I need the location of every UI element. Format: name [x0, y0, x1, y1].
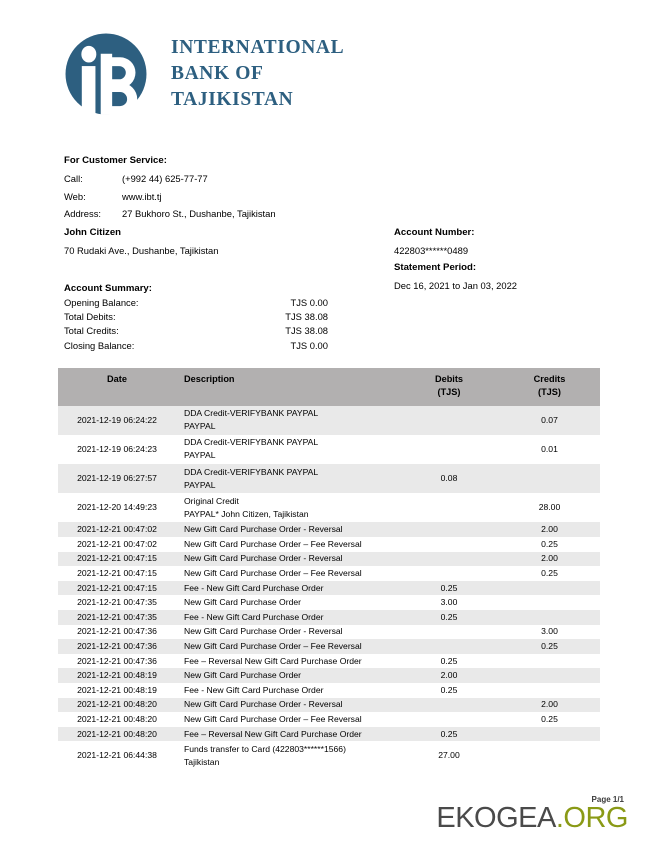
cell-description	[176, 595, 399, 610]
cell-date: 2021-12-21 00:48:20	[77, 713, 157, 724]
cell-credit	[499, 668, 600, 683]
customer-service-phone-row	[64, 170, 276, 187]
description-line-1: Fee - New Gift Card Purchase Order	[184, 684, 324, 695]
description-line-1: New Gift Card Purchase Order	[184, 597, 302, 608]
summary-row-label: Closing Balance:	[64, 339, 135, 351]
cell-credit: 0.25	[499, 639, 600, 654]
summary-row-label: Total Credits:	[64, 325, 119, 337]
address-value: 27 Bukhoro St., Dushanbe, Tajikistan	[122, 207, 276, 219]
cell-credit: 28.00	[538, 502, 561, 513]
watermark	[436, 802, 628, 835]
cell-debit	[399, 522, 499, 537]
cell-credit	[499, 610, 600, 625]
cell-description	[176, 625, 399, 640]
customer-service-block	[64, 152, 276, 222]
account-number-label: Account Number:	[394, 227, 475, 238]
table-row	[58, 741, 600, 770]
summary-row-label: Opening Balance:	[64, 297, 139, 308]
cell-date: 2021-12-21 00:48:20	[58, 727, 176, 742]
column-header-credits-unit: (TJS)	[538, 387, 561, 398]
web-value[interactable]: www.ibt.tj	[122, 190, 162, 202]
description-line-2: PAYPAL	[184, 479, 216, 490]
table-row	[58, 435, 600, 464]
column-header-date: Date	[58, 368, 176, 406]
table-row	[58, 610, 600, 625]
customer-service-web-row	[64, 188, 276, 205]
cell-debit	[399, 406, 499, 435]
cell-description	[176, 610, 399, 625]
cell-debit	[399, 552, 499, 567]
cell-date: 2021-12-19 06:24:22	[58, 406, 176, 435]
cell-debit	[399, 712, 499, 727]
cell-date: 2021-12-21 00:48:19	[58, 668, 176, 683]
column-header-debits-unit: (TJS)	[437, 387, 461, 398]
description-line-1: New Gift Card Purchase Order – Fee Reversal	[184, 713, 362, 724]
cell-credit: 0.25	[541, 713, 558, 724]
table-row	[58, 537, 600, 552]
table-row	[58, 595, 600, 610]
cell-credit: 0.25	[541, 538, 558, 549]
web-label: Web:	[64, 190, 86, 202]
description-line-1: Original Credit	[184, 495, 239, 506]
cell-date: 2021-12-21 00:47:35	[58, 610, 176, 625]
table-row	[58, 654, 600, 669]
table-row	[58, 668, 600, 683]
cell-debit	[399, 537, 499, 552]
cell-debit	[399, 625, 499, 640]
cell-debit: 3.00	[440, 597, 458, 608]
transactions-table-header	[58, 368, 600, 406]
table-row	[58, 552, 600, 567]
account-summary-heading: Account Summary:	[64, 283, 152, 294]
cell-debit: 2.00	[399, 668, 499, 683]
cell-debit	[399, 435, 499, 464]
cell-credit	[499, 741, 600, 770]
description-line-2: PAYPAL	[184, 421, 216, 432]
description-line-1: Fee – Reversal New Gift Card Purchase Order	[184, 728, 362, 739]
cell-description	[176, 698, 399, 713]
bank-name-line-3: TAJIKISTAN	[171, 89, 294, 111]
description-line-1: DDA Credit-VERIFYBANK PAYPAL	[184, 408, 319, 419]
cell-description	[176, 668, 399, 683]
summary-row	[64, 340, 328, 354]
column-header-credits-text: Credits	[533, 374, 566, 384]
summary-row-value: TJS 0.00	[290, 339, 328, 351]
cell-debit: 0.25	[399, 727, 499, 742]
table-row	[58, 639, 600, 654]
summary-row	[64, 325, 328, 339]
customer-name: John Citizen	[64, 227, 122, 238]
cell-description	[176, 406, 399, 435]
description-line-1: Fee – Reversal New Gift Card Purchase Order	[184, 655, 362, 666]
summary-row-value: TJS 38.08	[285, 325, 328, 337]
table-row	[58, 522, 600, 537]
statement-period-label: Statement Period:	[394, 262, 477, 274]
cell-debit: 27.00	[438, 750, 460, 761]
watermark-name: EKOGEA	[436, 802, 556, 834]
bank-name-line-1: INTERNATIONAL	[171, 36, 345, 58]
cell-description	[176, 683, 399, 698]
cell-debit: 0.25	[399, 610, 499, 625]
description-line-1: Funds transfer to Card (422803******1566)	[184, 743, 346, 754]
cell-credit: 2.00	[499, 552, 600, 567]
cell-date: 2021-12-21 00:47:15	[58, 581, 176, 596]
cell-date: 2021-12-21 00:47:15	[77, 567, 157, 578]
table-row	[58, 727, 600, 742]
cell-date: 2021-12-21 00:48:19	[77, 684, 157, 695]
description-line-1: Fee - New Gift Card Purchase Order	[184, 611, 324, 622]
cell-date: 2021-12-21 00:47:36	[58, 639, 176, 654]
transactions-table	[58, 368, 600, 771]
cell-description	[176, 581, 399, 596]
cell-credit	[499, 595, 600, 610]
description-line-1: New Gift Card Purchase Order - Reversal	[184, 626, 343, 637]
cell-description	[176, 566, 399, 581]
page-number: Page 1/1	[591, 795, 624, 804]
description-line-2: PAYPAL	[184, 450, 216, 461]
cell-credit: 2.00	[499, 698, 600, 713]
bank-name-line-2: BANK OF	[171, 62, 264, 84]
account-summary-table	[64, 297, 328, 354]
table-row	[58, 698, 600, 713]
cell-description	[176, 464, 399, 493]
description-line-1: New Gift Card Purchase Order	[184, 670, 302, 681]
table-row	[58, 712, 600, 727]
cell-description	[176, 493, 399, 522]
cell-date: 2021-12-21 00:47:02	[77, 538, 157, 549]
account-number-value: 422803******0489	[394, 244, 469, 256]
description-line-1: New Gift Card Purchase Order – Fee Reversal	[184, 640, 362, 651]
cell-description	[176, 639, 399, 654]
cell-debit: 0.08	[399, 464, 499, 493]
cell-description	[176, 712, 399, 727]
cell-date: 2021-12-21 00:47:02	[58, 522, 176, 537]
summary-row-value: TJS 38.08	[285, 311, 328, 323]
description-line-2: PAYPAL* John Citizen, Tajikistan	[184, 508, 309, 519]
bank-name	[171, 35, 344, 114]
watermark-tld: .ORG	[555, 802, 628, 834]
cell-credit: 0.07	[499, 406, 600, 435]
cell-debit	[399, 493, 499, 522]
bank-masthead	[62, 30, 344, 118]
cell-credit: 2.00	[499, 522, 600, 537]
cell-credit	[499, 581, 600, 596]
cell-date: 2021-12-19 06:24:23	[77, 443, 157, 454]
summary-row	[64, 297, 328, 311]
call-value: (+992 44) 625-77-77	[122, 173, 208, 185]
description-line-1: Fee - New Gift Card Purchase Order	[184, 582, 324, 593]
cell-debit	[399, 698, 499, 713]
column-header-debits	[399, 368, 499, 406]
cell-date: 2021-12-21 00:47:35	[77, 597, 157, 608]
cell-debit	[399, 639, 499, 654]
cell-description	[176, 522, 399, 537]
customer-service-address-row	[64, 205, 276, 222]
summary-row-value: TJS 0.00	[290, 297, 328, 308]
cell-date: 2021-12-21 00:47:36	[77, 655, 157, 666]
cell-debit: 0.25	[440, 655, 458, 666]
cell-debit: 0.25	[440, 684, 458, 695]
cell-date: 2021-12-19 06:27:57	[58, 464, 176, 493]
summary-row	[64, 311, 328, 325]
cell-date: 2021-12-21 06:44:38	[77, 750, 157, 761]
customer-block	[64, 224, 218, 259]
cell-credit: 0.01	[541, 443, 558, 454]
cell-description	[176, 741, 399, 770]
cell-description	[176, 435, 399, 464]
description-line-1: New Gift Card Purchase Order - Reversal	[184, 524, 343, 535]
description-line-1: New Gift Card Purchase Order – Fee Reversal	[184, 538, 362, 549]
cell-credit	[499, 654, 600, 669]
table-row	[58, 683, 600, 698]
description-line-1: DDA Credit-VERIFYBANK PAYPAL	[184, 466, 319, 477]
cell-date: 2021-12-20 14:49:23	[77, 502, 157, 513]
description-line-1: New Gift Card Purchase Order – Fee Reversal	[184, 567, 362, 578]
description-line-1: New Gift Card Purchase Order - Reversal	[184, 699, 343, 710]
cell-description	[176, 537, 399, 552]
description-line-1: New Gift Card Purchase Order - Reversal	[184, 553, 343, 564]
cell-credit	[499, 683, 600, 698]
customer-address: 70 Rudaki Ave., Dushanbe, Tajikistan	[64, 244, 219, 256]
description-line-1: DDA Credit-VERIFYBANK PAYPAL	[184, 437, 319, 448]
cell-description	[176, 654, 399, 669]
cell-debit	[399, 566, 499, 581]
summary-row-label: Total Debits:	[64, 311, 116, 323]
cell-date: 2021-12-21 00:48:20	[58, 698, 176, 713]
cell-debit: 0.25	[399, 581, 499, 596]
column-header-debits-text: Debits	[434, 374, 464, 384]
ib-monogram-circle-logo	[62, 30, 150, 118]
cell-description	[176, 552, 399, 567]
table-row	[58, 464, 600, 493]
table-row	[58, 581, 600, 596]
table-row	[58, 566, 600, 581]
cell-credit	[499, 464, 600, 493]
cell-credit	[499, 727, 600, 742]
table-row	[58, 625, 600, 640]
account-info-block	[394, 224, 517, 294]
column-header-description: Description	[176, 368, 399, 406]
account-summary-block	[64, 283, 328, 354]
description-line-2: Tajikistan	[184, 756, 220, 767]
statement-period-value: Dec 16, 2021 to Jan 03, 2022	[394, 279, 518, 291]
call-label: Call:	[64, 173, 83, 185]
column-header-credits	[499, 368, 600, 406]
cell-date: 2021-12-21 00:47:36	[77, 626, 157, 637]
cell-date: 2021-12-21 00:47:15	[58, 552, 176, 567]
address-label: Address:	[64, 207, 101, 219]
cell-credit: 3.00	[541, 626, 558, 637]
table-row	[58, 493, 600, 522]
table-header-row	[58, 368, 600, 406]
table-row	[58, 406, 600, 435]
customer-service-heading: For Customer Service:	[64, 155, 167, 166]
cell-credit: 0.25	[541, 567, 558, 578]
transactions-table-body	[58, 406, 600, 771]
cell-description	[176, 727, 399, 742]
